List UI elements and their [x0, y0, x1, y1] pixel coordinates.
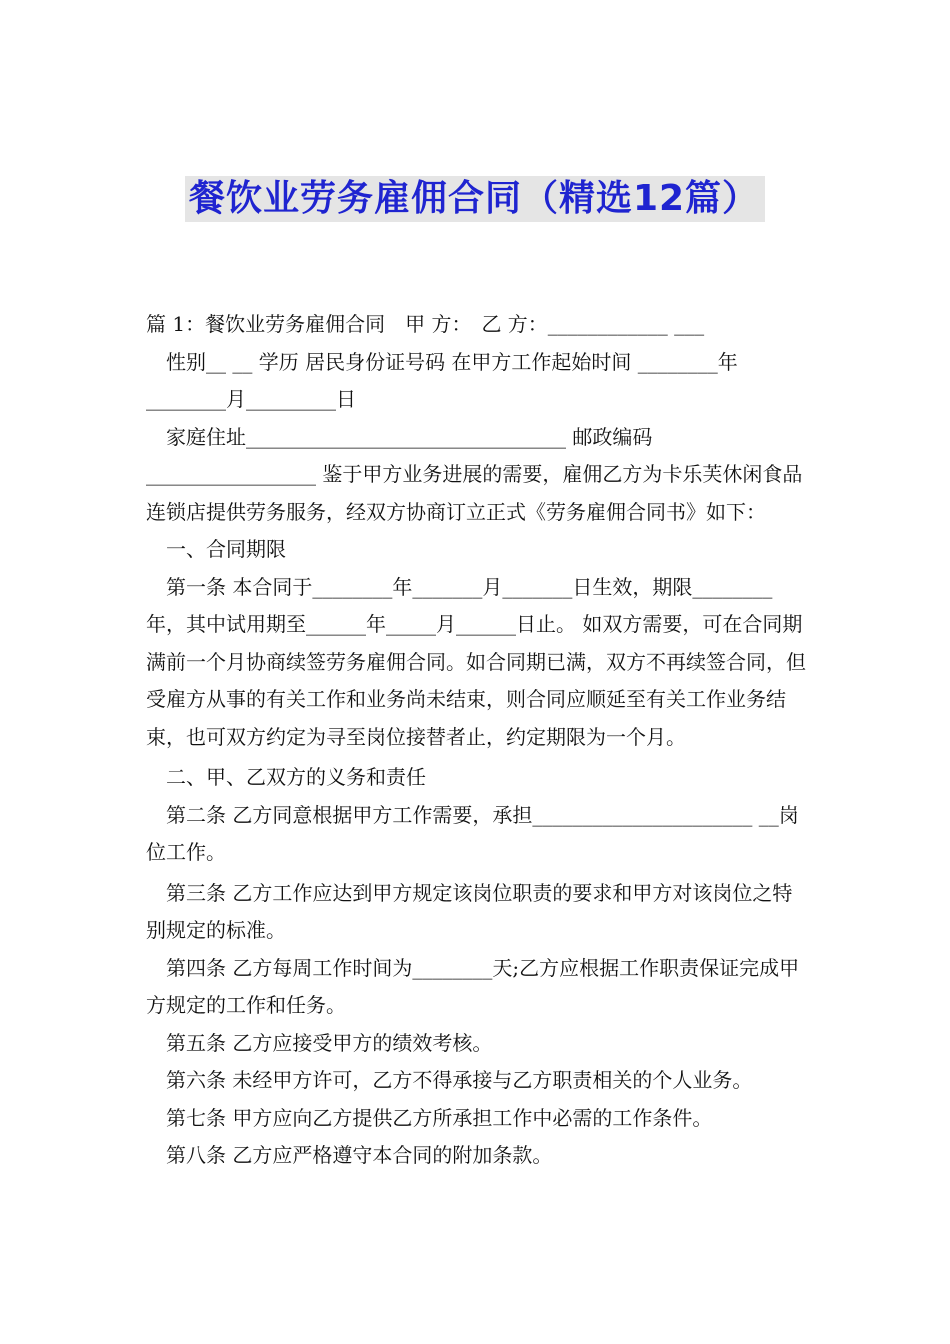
paragraph-header: 篇 1：餐饮业劳务雇佣合同 甲 方： 乙 方：____________ ___	[146, 312, 705, 336]
title-wrap	[0, 176, 950, 222]
document-body	[146, 306, 812, 1175]
article-4: 第四条 乙方每周工作时间为________天;乙方应根据工作职责保证完成甲方规定的工作和任务。	[146, 955, 800, 1017]
article-5: 第五条 乙方应接受甲方的绩效考核。	[166, 1030, 493, 1055]
section-heading-term: 一、合同期限	[166, 537, 286, 561]
section-heading-duties: 二、甲、乙双方的义务和责任	[166, 765, 426, 789]
article-6: 第六条 未经甲方许可，乙方不得承接与乙方职责相关的个人业务。	[166, 1068, 753, 1092]
article-1: 第一条 本合同于________年_______月_______日生效，期限________年，其中试用期至______年_____月______日止。 如双方需要，可在合同期满前一个月协商续签劳务雇佣合同。如合同期已满，双方不再续签合同，但受雇方从事的有关工作和业务尚未结束，则合同应顺延至有关工作业务结束，也可双方约定为寻至岗位接替者止，约定期限为一个月。	[146, 574, 806, 749]
article-3: 第三条 乙方工作应达到甲方规定该岗位职责的要求和甲方对该岗位之特别规定的标准。	[146, 880, 793, 942]
article-7: 第七条 甲方应向乙方提供乙方所承担工作中必需的工作条件。	[166, 1105, 713, 1130]
article-8: 第八条 乙方应严格遵守本合同的附加条款。	[166, 1143, 553, 1167]
paragraph-address: 家庭住址________________________________ 邮政编码_________________ 鉴于甲方业务进展的需要，雇佣乙方为卡乐芙休闲食品连锁店提供劳务服务，经双方协商订立正式《劳务雇佣合同书》如下：	[146, 424, 803, 524]
document-title: 餐饮业劳务雇佣合同（精选12篇）	[185, 176, 765, 222]
article-2: 第二条 乙方同意根据甲方工作需要，承担______________________ __岗位工作。	[146, 802, 799, 864]
paragraph-personal-info: 性别__ __ 学历 居民身份证号码 在甲方工作起始时间 ________年________月_________日	[146, 349, 738, 411]
